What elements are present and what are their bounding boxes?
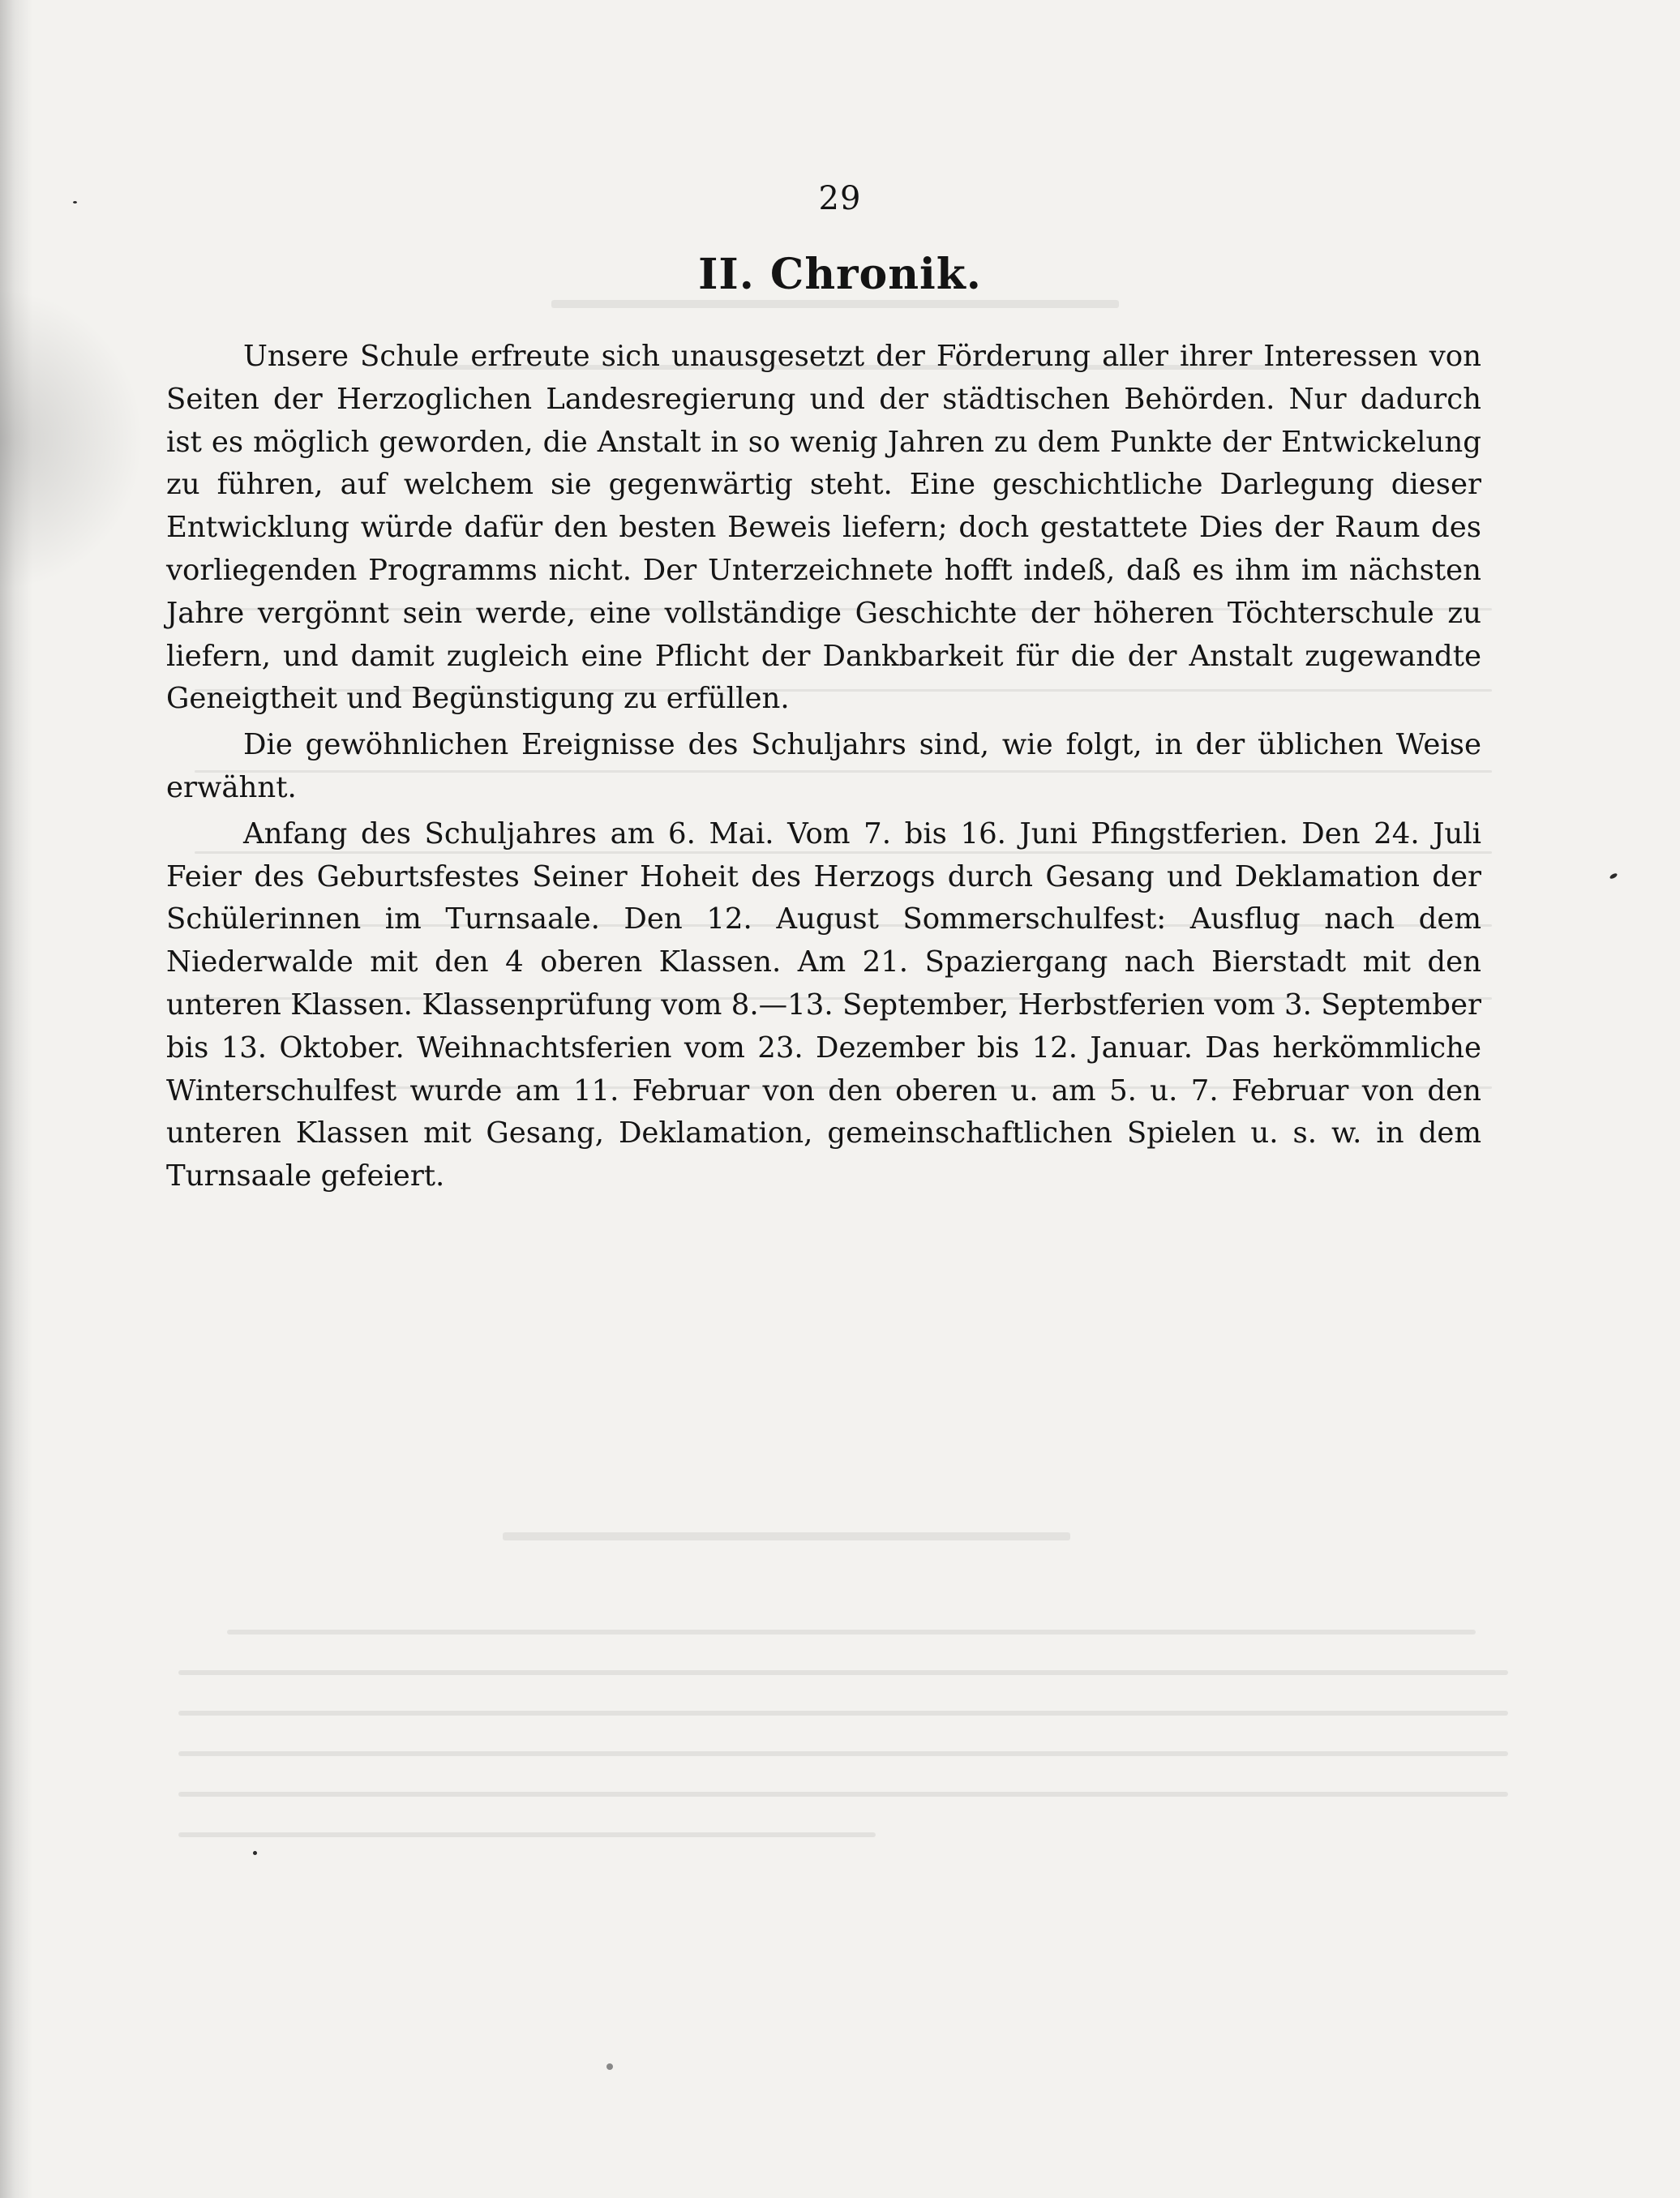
ink-speck bbox=[606, 2063, 613, 2070]
ink-speck bbox=[73, 201, 77, 204]
section-title: II. Chronik. bbox=[698, 250, 982, 299]
ink-speck bbox=[1609, 872, 1618, 880]
paragraph-events-list: Anfang des Schuljahres am 6. Mai. Vom 7. bis 16. Juni Pfingstferien. Den 24. Juli Feier des Geburtsfestes Seiner Hoheit des Herzogs durch Gesang und Deklamation der Schülerinnen im Turnsaale. Den 12. August Sommerschulfest: Ausflug nach dem Niederwalde mit den 4 oberen Klassen. Am 21. Spaziergang nach Bierstadt mit den unteren Klassen. Klassenprüfung vom 8.—13. September, Herbstferien vom 3. September bis 13. Oktober. Weihnachtsferien vom 23. Dezember bis 12. Januar. Das herkömmliche Winterschulfest wurde am 11. Februar von den oberen u. am 5. u. 7. Februar von den unteren Klassen mit Gesang, Deklamation, gemeinschaftlichen Spielen u. s. w. in dem Turnsaale gefeiert. bbox=[166, 816, 1481, 1193]
paragraph-intro: Unsere Schule erfreute sich unausgesetzt der Förderung aller ihrer Interessen von Seiten der Herzoglichen Landesregierung und der städtischen Behörden. Nur dadurch ist es möglich geworden, die Anstalt in so wenig Jahren zu dem Punkte der Entwickelung zu führen, auf welchem sie gegenwärtig steht. Eine geschichtliche Darlegung dieser Entwicklung würde dafür den besten Beweis liefern; doch gestattete Dies der Raum des vorliegenden Programms nicht. Der Unterzeichnete hofft indeß, daß es ihm im nächsten Jahre vergönnt sein werde, eine vollständige Geschichte der höheren Töchterschule zu liefern, und damit zugleich eine Pflicht der Dankbarkeit für die der Anstalt zugewandte Geneigtheit und Begünstigung zu erfüllen. bbox=[166, 340, 1481, 716]
page-number: 29 bbox=[818, 180, 862, 217]
ink-speck bbox=[253, 1851, 257, 1855]
chronicle-body bbox=[166, 336, 1481, 1200]
paragraph-events-note: Die gewöhnlichen Ereignisse des Schuljahrs sind, wie folgt, in der üblichen Weise erwähnt. bbox=[166, 728, 1481, 804]
